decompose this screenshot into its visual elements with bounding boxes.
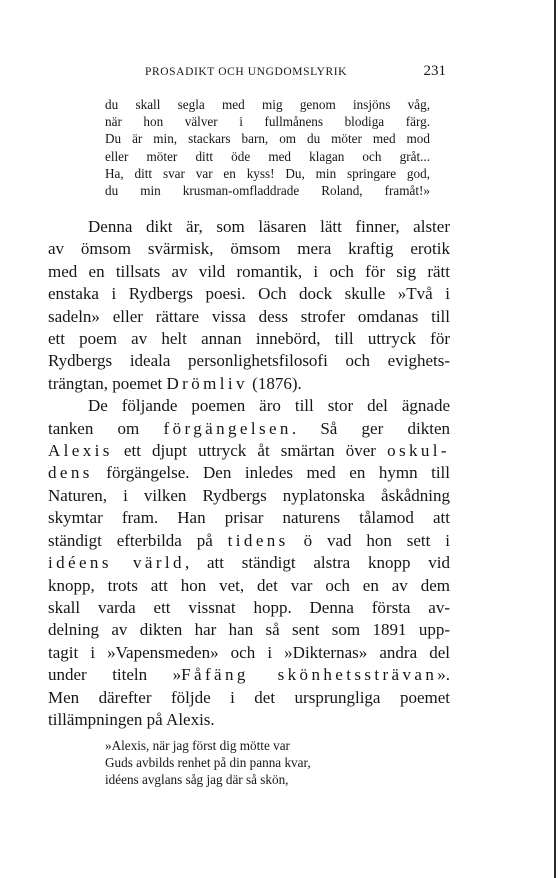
text-line [48, 530, 450, 552]
text-run: tanken om [48, 418, 164, 438]
spaced-title: Fåfäng skönhetssträvan [181, 665, 438, 685]
verse-quote-top [105, 96, 430, 199]
verse-line: Ha, ditt svar var en kyss! Du, min springare god, [105, 165, 430, 181]
verse-line: eller möter ditt öde med klagan och gråt... [105, 148, 430, 164]
text-line: tagit i »Vapensmeden» och i »Dikternas» andra del [48, 642, 450, 662]
verse-line: när hon välver i fullmånens blodiga färg. [105, 114, 430, 130]
text-run: ». [437, 665, 450, 685]
text-line: Naturen, i vilken Rydbergs nyplatonska åskådning [48, 485, 450, 505]
paragraph [48, 216, 450, 395]
text-line [48, 373, 450, 395]
text-run: (1876). [247, 373, 302, 393]
verse-line: Du är min, stackars barn, om du möter med mod [105, 131, 430, 147]
text-run: trängtan, poemet [48, 373, 167, 393]
text-line: skymtar fram. Han prisar naturens tålamod att [48, 508, 450, 528]
running-head: PROSADIKT OCH UNGDOMSLYRIK [145, 66, 348, 78]
verse-line: du skall segla med mig genom insjöns våg, [105, 97, 430, 112]
spaced-word: tidens [227, 530, 289, 550]
paragraph [48, 395, 450, 731]
text-line: sadeln» eller rättare vissa dess strofer omdanas till [48, 306, 450, 326]
text-line: knopp, trots att hon vet, det var och en av dem [48, 575, 450, 595]
text-line [48, 440, 450, 462]
text-line [48, 664, 450, 686]
body-text [48, 216, 450, 731]
text-line: Rydbergs ideala personlighetsfilosofi och evighets- [48, 351, 450, 371]
text-line: Men därefter följde i det ursprungliga poemet [48, 687, 450, 707]
text-run: , att ständigt alstra knopp vid [184, 553, 450, 573]
verse-line: »Alexis, när jag först dig mötte var [105, 738, 290, 753]
verse-quote-bottom [105, 737, 430, 789]
text-line [48, 418, 450, 440]
page-edge [554, 0, 556, 878]
text-line: enstaka i Rydbergs poesi. Och dock skulle »Två i [48, 284, 450, 304]
text-run: förgängelse. Den inledes med en hymn till [92, 463, 450, 483]
text-run: ett djupt uttryck åt smärtan över [112, 441, 388, 461]
spaced-word: oskul- [387, 441, 450, 461]
page-header [48, 63, 450, 85]
spaced-title: Alexis [48, 441, 113, 461]
text-line: De följande poemen äro till stor del ägnade [88, 396, 450, 416]
text-line: skall varda ett vissnat hopp. Denna första av- [48, 597, 450, 617]
verse-line: idéens avglans såg jag där så skön, [105, 772, 289, 788]
text-line: delning av dikten har han så sent som 1891 upp- [48, 620, 450, 640]
text-line: Denna dikt är, som läsaren lätt finner, alster [88, 217, 450, 236]
spaced-word: förgängelsen [163, 418, 292, 438]
text-run: ständigt efterbilda på [48, 530, 228, 550]
text-line [48, 462, 450, 484]
text-run: under titeln » [48, 665, 182, 685]
text-line: av ömsom svärmisk, ömsom mera kraftig erotik [48, 239, 450, 259]
text-run: ö vad hon sett i [288, 530, 450, 550]
text-run: . Så ger dikten [291, 418, 450, 438]
text-line: med en tillsats av vild romantik, i och för sig rätt [48, 261, 450, 281]
text-line: tillämpningen på Alexis. [48, 709, 215, 729]
spaced-word: dens [48, 463, 93, 483]
text-line [48, 552, 450, 574]
verse-line: Guds avbilds renhet på din panna kvar, [105, 755, 311, 771]
spaced-title: Drömliv [166, 373, 248, 393]
spaced-word: idéens värld [48, 553, 185, 573]
text-line: ett poem av helt annan innebörd, till uttryck för [48, 329, 450, 349]
verse-line: du min krusman-omfladdrade Roland, framåt!» [105, 183, 430, 199]
page-number: 231 [423, 63, 446, 79]
